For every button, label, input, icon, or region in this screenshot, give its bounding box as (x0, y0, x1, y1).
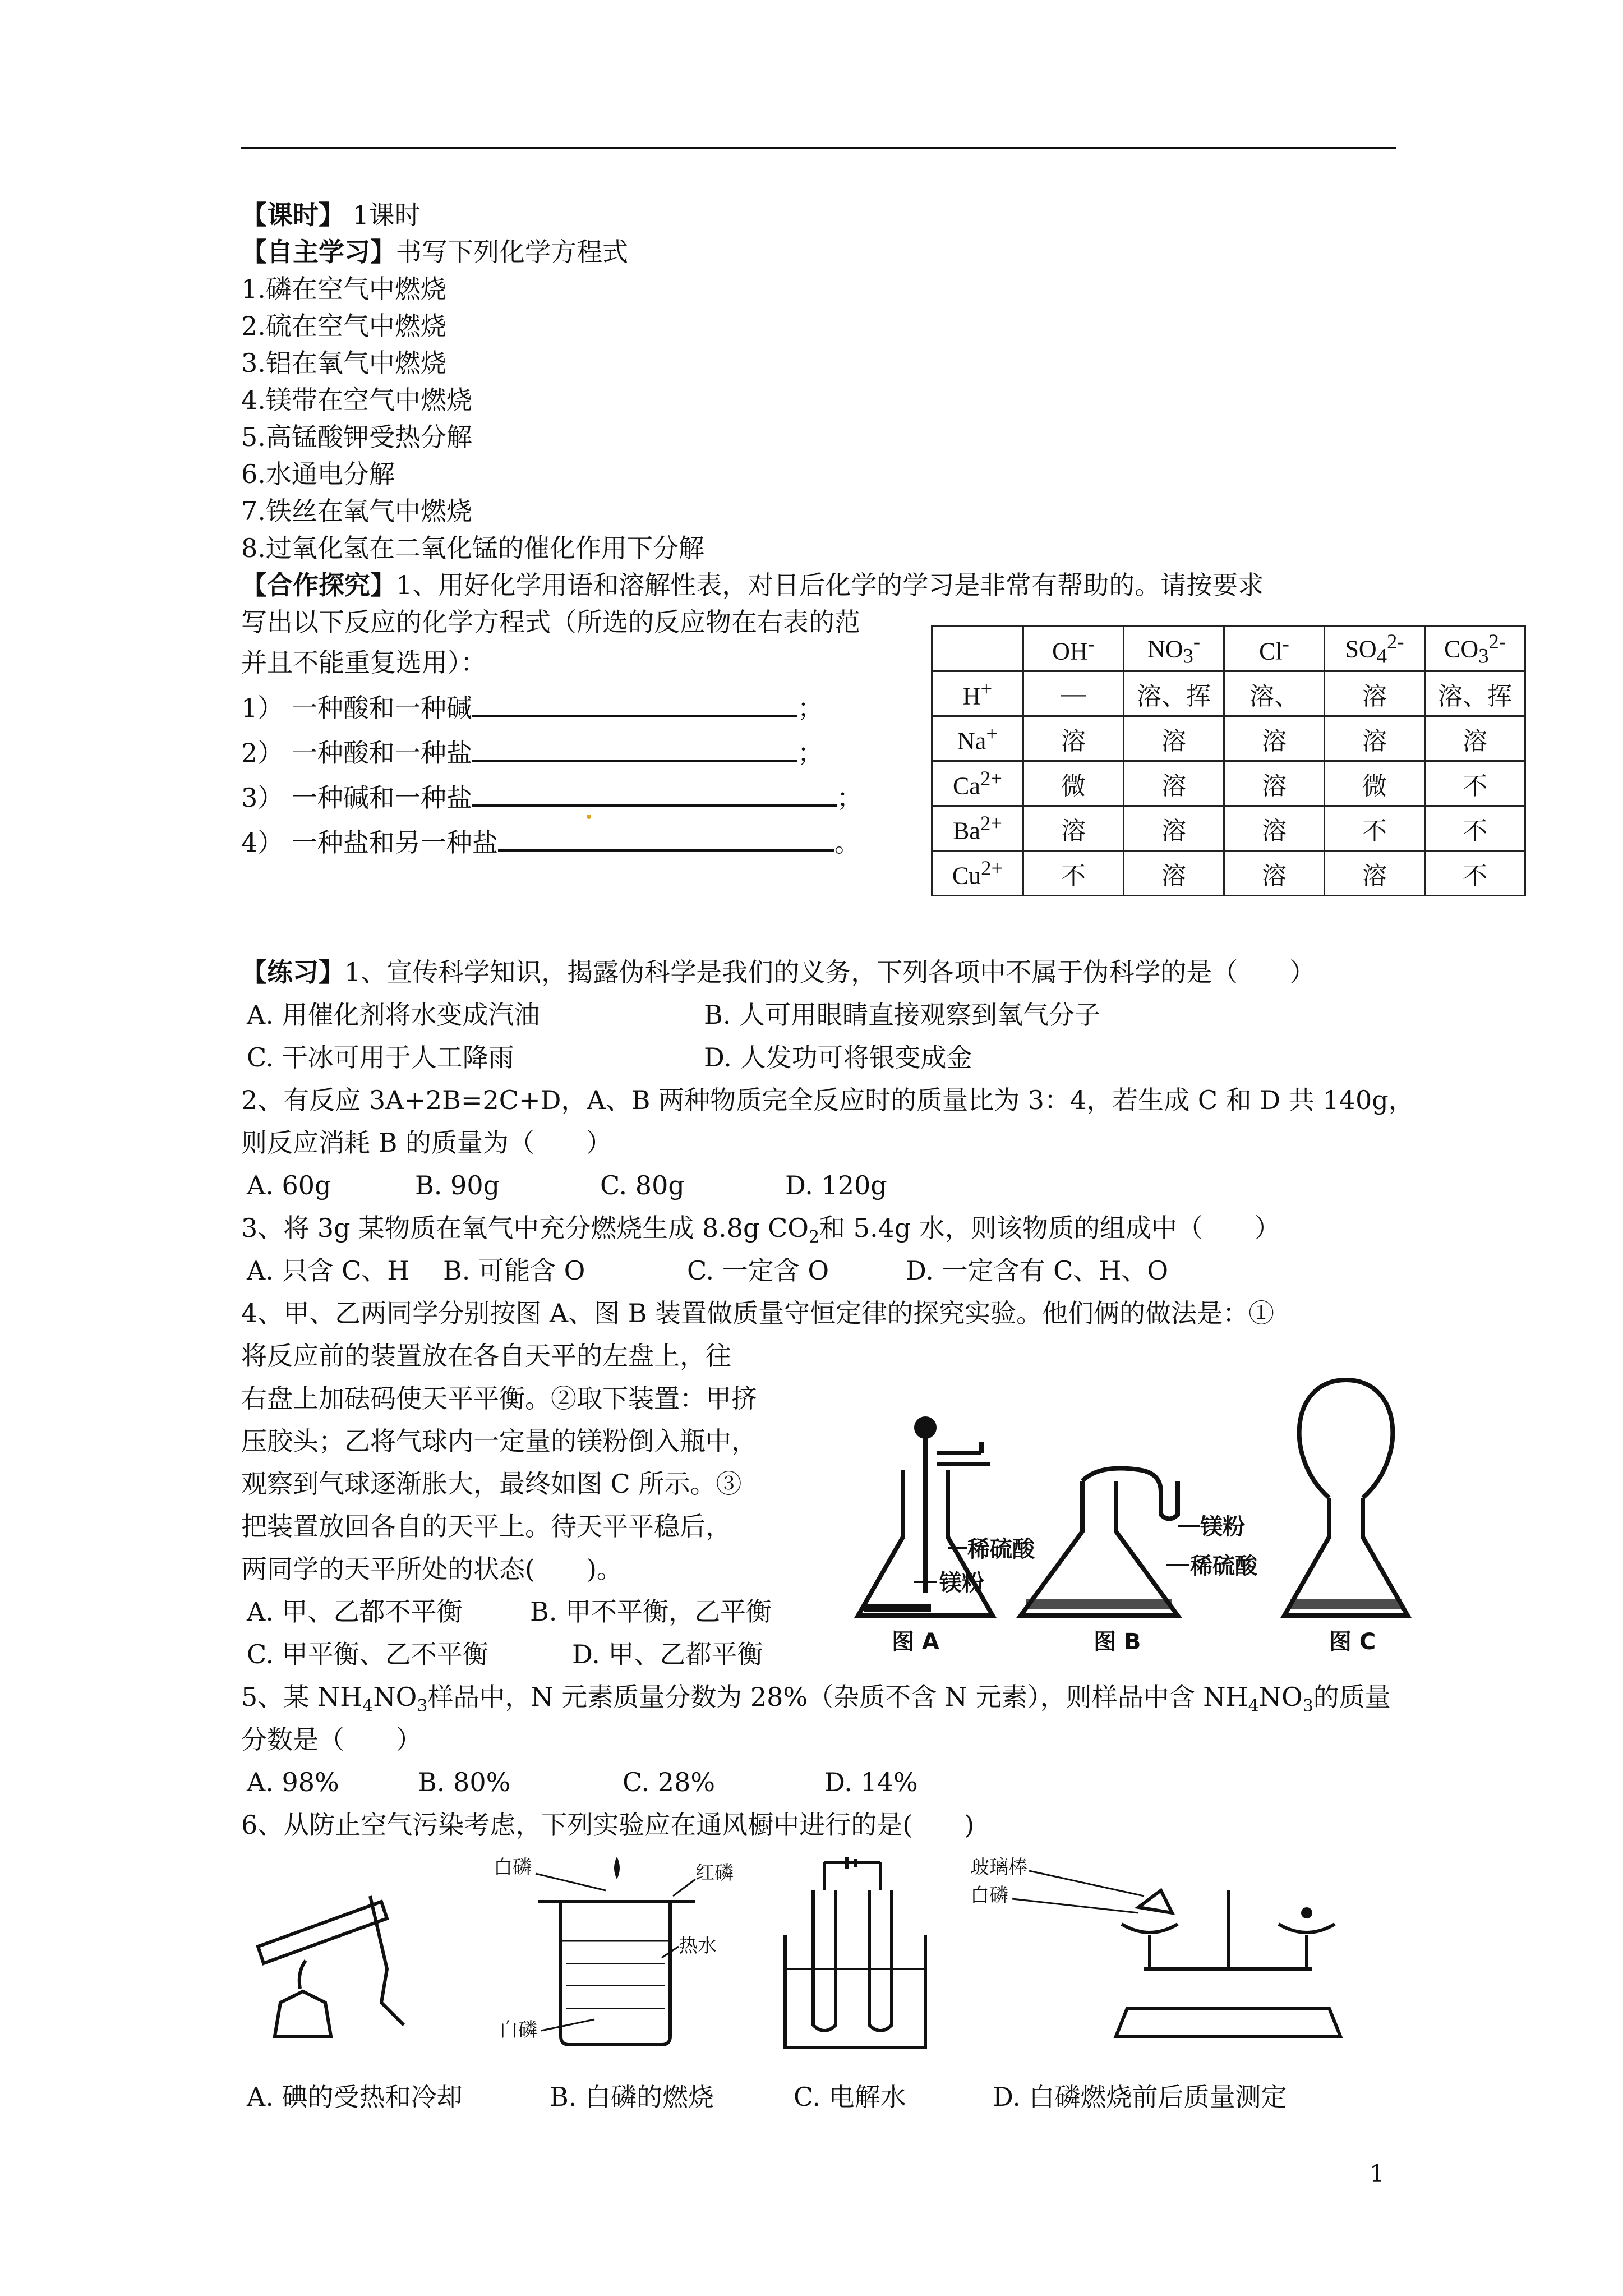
reaction-end: ； (797, 693, 823, 723)
figure-a-label: 图 A (892, 1629, 939, 1655)
table-cell: 不 (1425, 806, 1525, 851)
alcohol-lamp (275, 1991, 331, 2036)
q4-option-d: D. 甲、乙都平衡 (572, 1639, 763, 1669)
cooperation-intro: 1、用好化学用语和溶解性表，对日后化学的学习是非常有帮助的。请按要求 (396, 570, 1264, 600)
solubility-table (931, 625, 1526, 896)
water-trough (785, 1935, 925, 2047)
self-study-item: 2.硫在空气中燃烧 (241, 311, 446, 341)
self-study-tag: 【自主学习】 (241, 237, 396, 267)
reaction-label: 2） 一种酸和一种盐 (241, 738, 472, 768)
q1-stem: 1、宣传科学知识，揭露伪科学是我们的义务，下列各项中不属于伪科学的是（ ） (344, 957, 1316, 987)
self-study-item: 6.水通电分解 (241, 459, 395, 489)
cooperation-tag: 【合作探究】 (241, 570, 396, 600)
flask-b (1021, 1481, 1178, 1616)
anion-cell: $NO_3^-$ (1124, 627, 1224, 671)
q6-option-c: C. 电解水 (794, 2082, 906, 2112)
self-study-item: 7.铁丝在氧气中燃烧 (241, 496, 472, 526)
table-row (932, 806, 1525, 851)
q4-line: 两同学的天平所处的状态( )。 (241, 1554, 623, 1584)
self-study-item: 8.过氧化氢在二氧化锰的催化作用下分解 (241, 533, 704, 563)
q6-option-b: B. 白磷的燃烧 (550, 2082, 714, 2112)
table-cell: 溶 (1325, 716, 1425, 761)
cation-cell: H+ (932, 671, 1023, 716)
figure-b-label: 图 B (1094, 1629, 1141, 1655)
reaction-item-2 (241, 734, 823, 771)
self-study-item: 4.镁带在空气中燃烧 (241, 385, 472, 415)
label-white-phosphorus-3: 白磷 (970, 1884, 1008, 1907)
q3-option-d: D. 一定含有 C、H、O (906, 1255, 1169, 1286)
table-cell: 溶、挥 (1124, 671, 1224, 716)
flask-c (1284, 1498, 1408, 1616)
lesson-tag: 【课时】 (241, 200, 344, 230)
reaction-label: 1） 一种酸和一种碱 (241, 693, 472, 723)
q4-apparatus-figure (847, 1369, 1441, 1660)
label-red-phosphorus: 红磷 (695, 1862, 734, 1884)
answer-blank[interactable] (498, 823, 834, 852)
q5-option-a: A. 98% (247, 1767, 339, 1797)
reaction-end: ； (797, 738, 823, 768)
table-cell: 微 (1325, 761, 1425, 806)
cooperation-line3: 并且不能重复选用）： (241, 647, 486, 678)
q4-option-b: B. 甲不平衡，乙平衡 (530, 1596, 772, 1627)
table-cell: 溶 (1325, 671, 1425, 716)
table-cell: 溶 (1224, 806, 1325, 851)
label-white-phosphorus: 白磷 (494, 1857, 532, 1879)
table-cell: 不 (1425, 761, 1525, 806)
self-study-heading (241, 233, 628, 270)
lesson-line (241, 196, 421, 233)
answer-blank[interactable] (472, 779, 837, 807)
balance-base (1116, 2008, 1340, 2036)
self-study-instruction: 书写下列化学方程式 (396, 237, 628, 267)
table-corner-cell (932, 627, 1023, 671)
reaction-label: 3） 一种碱和一种盐 (241, 783, 472, 813)
q4-option-c: C. 甲平衡、乙不平衡 (247, 1639, 488, 1669)
table-cell: 溶 (1023, 716, 1124, 761)
q1-option-d: D. 人发功可将银变成金 (704, 1042, 972, 1073)
q4-line: 观察到气球逐渐胀大，最终如图 C 所示。③ (241, 1469, 742, 1499)
q1-option-a: A. 用催化剂将水变成汽油 (247, 1000, 540, 1030)
reaction-end: ； (836, 783, 863, 813)
lesson-value: 1课时 (352, 200, 421, 230)
reaction-label: 4） 一种盐和另一种盐 (241, 827, 498, 858)
q2-option-a: A. 60g (247, 1170, 331, 1200)
table-cell: 溶 (1124, 761, 1224, 806)
reaction-item-1 (241, 689, 823, 726)
table-cell: 溶 (1224, 716, 1325, 761)
cation-cell: $Ca^{2+}$ (932, 761, 1023, 806)
anion-cell: $SO_4^{2-}$ (1325, 627, 1425, 671)
q2-option-c: C. 80g (600, 1170, 685, 1200)
stray-dot (587, 815, 591, 819)
self-study-item: 1.磷在空气中燃烧 (241, 274, 446, 304)
q5-option-c: C. 28% (623, 1767, 716, 1797)
q2-stem-2: 则反应消耗 B 的质量为（ ） (241, 1128, 612, 1158)
table-cell: 溶 (1124, 806, 1224, 851)
table-cell: 溶 (1224, 761, 1325, 806)
q3-option-b: B. 可能含 O (443, 1255, 585, 1286)
q3-stem: 3、将 3g 某物质在氧气中充分燃烧生成 8.8g $CO_2$和 5.4g 水，则该物质的组成中（ ） (241, 1213, 1280, 1248)
table-cell: 不 (1023, 851, 1124, 896)
answer-blank[interactable] (472, 734, 797, 762)
q1-option-c: C. 干冰可用于人工降雨 (247, 1042, 514, 1073)
q4-option-a: A. 甲、乙都不平衡 (247, 1596, 463, 1627)
q5-option-d: D. 14% (824, 1767, 918, 1797)
test-tube (258, 1902, 387, 1963)
q4-line: 将反应前的装置放在各自天平的左盘上，往 (241, 1341, 731, 1371)
reaction-item-3 (241, 779, 863, 816)
q6-option-a: A. 碘的受热和冷却 (247, 2082, 463, 2112)
table-cell: 溶 (1124, 851, 1224, 896)
table-row (932, 716, 1525, 761)
table-cell: 溶 (1425, 716, 1525, 761)
q5-stem: 5、某 $NH_4NO_3$样品中，N 元素质量分数为 28%（杂质不含 N 元素），则样品中含 $NH_4NO_3$的质量 (241, 1682, 1391, 1717)
anion-cell: $CO_3^{2-}$ (1425, 627, 1525, 671)
practice-tag: 【练习】 (241, 957, 344, 987)
table-cell: — (1023, 671, 1124, 716)
q6-apparatus-figure (247, 1857, 1380, 2064)
label-glass-rod: 玻璃棒 (970, 1857, 1027, 1879)
cation-cell: $Cu^{2+}$ (932, 851, 1023, 896)
table-header-row (932, 627, 1525, 671)
table-cell: 不 (1325, 806, 1425, 851)
cooperation-heading (241, 567, 1264, 604)
label-white-phosphorus-2: 白磷 (499, 2019, 537, 2041)
table-cell: 溶、 (1224, 671, 1325, 716)
q4-line: 压胶头；乙将气球内一定量的镁粉倒入瓶中， (241, 1426, 757, 1456)
q3-option-a: A. 只含 C、H (247, 1255, 410, 1286)
table-row (932, 851, 1525, 896)
table-cell: 溶 (1224, 851, 1325, 896)
reaction-end: 。 (834, 827, 860, 858)
anion-cell: Cl- (1224, 627, 1325, 671)
self-study-item: 3.铝在氧气中燃烧 (241, 348, 446, 378)
reaction-item-4 (241, 823, 860, 861)
q2-option-b: B. 90g (415, 1170, 500, 1200)
label-dilute-acid: 稀硫酸 (967, 1536, 1035, 1562)
q6-option-d: D. 白磷燃烧前后质量测定 (993, 2082, 1287, 2112)
page-number: 1 (1370, 2160, 1385, 2187)
label-mg-powder: 镁粉 (939, 1570, 984, 1596)
q4-line: 右盘上加砝码使天平平衡。②取下装置：甲挤 (241, 1383, 757, 1414)
q1-option-b: B. 人可用眼睛直接观察到氧气分子 (704, 1000, 1101, 1030)
q1-stem-line (241, 954, 1315, 991)
label-hot-water: 热水 (679, 1935, 717, 1957)
table-cell: 微 (1023, 761, 1124, 806)
cooperation-line2-clip (241, 604, 928, 641)
q6-stem: 6、从防止空气污染考虑，下列实验应在通风橱中进行的是( ) (241, 1810, 975, 1840)
q2-option-d: D. 120g (785, 1170, 887, 1200)
cation-cell: Na+ (932, 716, 1023, 761)
table-cell: 不 (1425, 851, 1525, 896)
table-cell: 溶 (1023, 806, 1124, 851)
table-cell: 溶 (1325, 851, 1425, 896)
q5-option-b: B. 80% (418, 1767, 511, 1797)
cation-cell: $Ba^{2+}$ (932, 806, 1023, 851)
header-rule (241, 147, 1396, 149)
table-cell: 溶、挥 (1425, 671, 1525, 716)
table-cell: 溶 (1124, 716, 1224, 761)
table-row (932, 671, 1525, 716)
label-mg-powder-b: 镁粉 (1200, 1514, 1245, 1540)
table-row (932, 761, 1525, 806)
q2-stem: 2、有反应 3A+2B=2C+D，A、B 两种物质完全反应时的质量比为 3：4，若生成 C 和 D 共 140g， (241, 1085, 1414, 1115)
q3-option-c: C. 一定含 O (687, 1255, 829, 1286)
anion-cell: OH- (1023, 627, 1124, 671)
answer-blank[interactable] (472, 689, 797, 717)
label-dilute-acid-b: 稀硫酸 (1190, 1553, 1257, 1579)
cooperation-line2: 写出以下反应的化学方程式（所选的反应物在右表的范 (241, 607, 860, 637)
q5-stem-2: 分数是（ ） (241, 1724, 422, 1755)
self-study-item: 5.高锰酸钾受热分解 (241, 422, 472, 452)
q4-stem: 4、甲、乙两同学分别按图 A、图 B 装置做质量守恒定律的探究实验。他们俩的做法是：① (241, 1298, 1275, 1328)
figure-c-label: 图 C (1329, 1629, 1376, 1655)
q4-line: 把装置放回各自的天平上。待天平平稳后， (241, 1511, 731, 1542)
